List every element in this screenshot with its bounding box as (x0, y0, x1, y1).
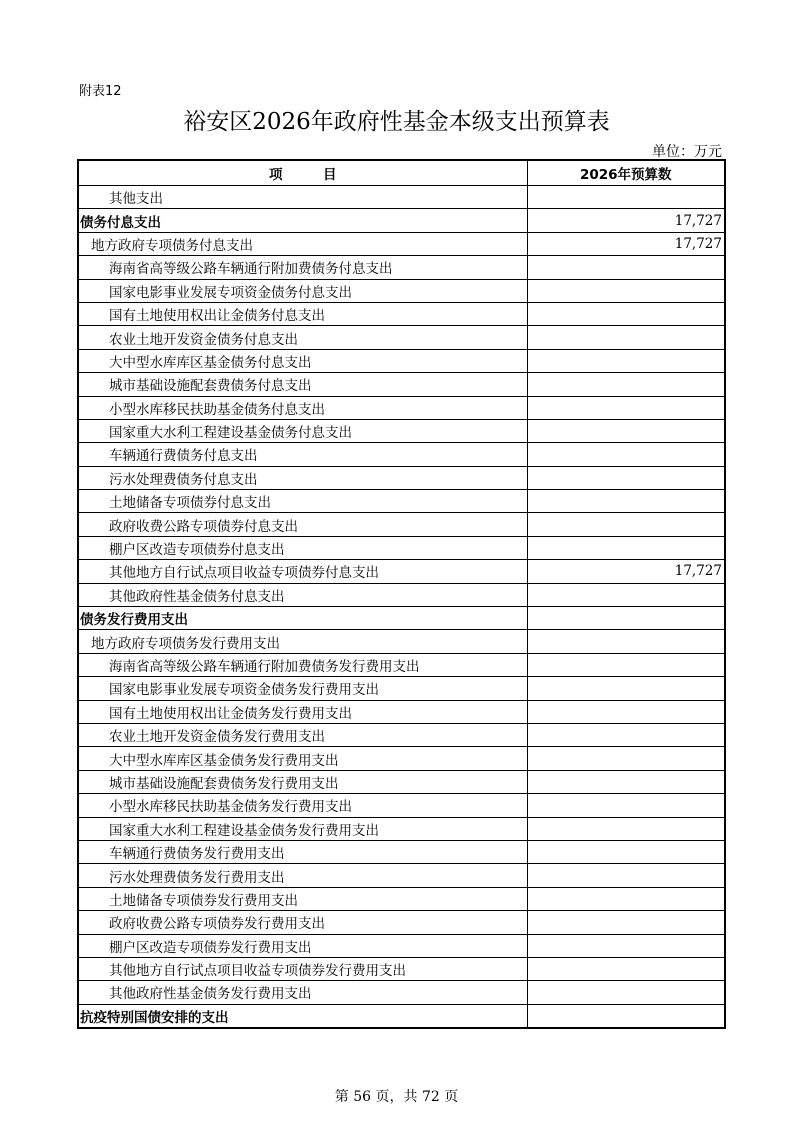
table-row (78, 326, 725, 349)
row-budget-amount (527, 513, 725, 536)
row-item-name: 国家电影事业发展专项资金债务发行费用支出 (78, 677, 527, 700)
row-item-name: 地方政府专项债务发行费用支出 (78, 630, 527, 653)
table-row (78, 443, 725, 466)
row-budget-amount (527, 981, 725, 1004)
row-budget-amount (527, 770, 725, 793)
row-budget-amount (527, 419, 725, 442)
row-budget-amount (527, 934, 725, 957)
row-item-name: 国有土地使用权出让金债务付息支出 (78, 302, 527, 325)
table-row (78, 607, 725, 630)
row-budget-amount (527, 256, 725, 279)
row-item-name: 国家电影事业发展专项资金债务付息支出 (78, 279, 527, 302)
table-row (78, 723, 725, 746)
row-budget-amount (527, 373, 725, 396)
row-item-name: 国家重大水利工程建设基金债务发行费用支出 (78, 817, 527, 840)
row-item-name: 其他地方自行试点项目收益专项债券发行费用支出 (78, 957, 527, 980)
row-item-name: 农业土地开发资金债务发行费用支出 (78, 723, 527, 746)
row-budget-amount (527, 326, 725, 349)
row-item-name: 棚户区改造专项债券付息支出 (78, 536, 527, 559)
row-item-name: 车辆通行费债务发行费用支出 (78, 840, 527, 863)
row-item-name: 其他政府性基金债务发行费用支出 (78, 981, 527, 1004)
row-item-name: 污水处理费债务付息支出 (78, 466, 527, 489)
row-budget-amount (527, 911, 725, 934)
table-row (78, 373, 725, 396)
row-budget-amount (527, 536, 725, 559)
row-item-name: 债务发行费用支出 (78, 607, 527, 630)
row-budget-amount (527, 677, 725, 700)
row-budget-amount (527, 817, 725, 840)
table-row (78, 981, 725, 1004)
attachment-label: 附表12 (79, 84, 122, 99)
unit-label: 单位：万元 (652, 144, 722, 160)
row-item-name: 小型水库移民扶助基金债务发行费用支出 (78, 794, 527, 817)
row-item-name: 小型水库移民扶助基金债务付息支出 (78, 396, 527, 419)
row-budget-amount: 17,727 (527, 209, 725, 232)
table-row (78, 186, 725, 209)
row-budget-amount (527, 840, 725, 863)
row-budget-amount (527, 723, 725, 746)
row-item-name: 政府收费公路专项债券发行费用支出 (78, 911, 527, 934)
row-item-name: 海南省高等级公路车辆通行附加费债务付息支出 (78, 256, 527, 279)
table-row (78, 840, 725, 863)
table-row (78, 677, 725, 700)
row-budget-amount (527, 747, 725, 770)
row-budget-amount (527, 583, 725, 606)
table-row (78, 466, 725, 489)
row-item-name: 国家重大水利工程建设基金债务付息支出 (78, 419, 527, 442)
row-item-name: 海南省高等级公路车辆通行附加费债务发行费用支出 (78, 653, 527, 676)
row-item-name: 地方政府专项债务付息支出 (78, 232, 527, 255)
row-budget-amount (527, 443, 725, 466)
row-item-name: 棚户区改造专项债券发行费用支出 (78, 934, 527, 957)
table-row (78, 279, 725, 302)
row-item-name: 其他支出 (78, 186, 527, 209)
column-header-budget: 2026年预算数 (527, 160, 725, 186)
table-row (78, 513, 725, 536)
row-item-name: 城市基础设施配套费债务发行费用支出 (78, 770, 527, 793)
row-item-name: 农业土地开发资金债务付息支出 (78, 326, 527, 349)
table-row (78, 536, 725, 559)
table-row (78, 957, 725, 980)
row-item-name: 大中型水库库区基金债务付息支出 (78, 349, 527, 372)
row-item-name: 其他地方自行试点项目收益专项债券付息支出 (78, 560, 527, 583)
row-budget-amount (527, 466, 725, 489)
table-row (78, 770, 725, 793)
budget-table (77, 159, 726, 1029)
row-item-name: 国有土地使用权出让金债务发行费用支出 (78, 700, 527, 723)
table-row (78, 583, 725, 606)
table-row (78, 419, 725, 442)
row-budget-amount (527, 653, 725, 676)
table-header-row (78, 160, 725, 186)
row-item-name: 污水处理费债务发行费用支出 (78, 864, 527, 887)
row-item-name: 债务付息支出 (78, 209, 527, 232)
table-row (78, 560, 725, 583)
table-row (78, 911, 725, 934)
table-row (78, 349, 725, 372)
row-item-name: 其他政府性基金债务付息支出 (78, 583, 527, 606)
page-title: 裕安区2026年政府性基金本级支出预算表 (183, 109, 610, 135)
table-row (78, 302, 725, 325)
row-budget-amount (527, 1004, 725, 1028)
row-budget-amount (527, 700, 725, 723)
row-budget-amount (527, 957, 725, 980)
table-row (78, 256, 725, 279)
row-budget-amount (527, 630, 725, 653)
row-budget-amount: 17,727 (527, 232, 725, 255)
table-row (78, 209, 725, 232)
table-row (78, 232, 725, 255)
row-item-name: 土地储备专项债券发行费用支出 (78, 887, 527, 910)
row-budget-amount (527, 864, 725, 887)
row-budget-amount (527, 887, 725, 910)
row-budget-amount (527, 302, 725, 325)
table-row (78, 794, 725, 817)
page-footer: 第 56 页，共 72 页 (334, 1089, 459, 1105)
row-item-name: 土地储备专项债券付息支出 (78, 490, 527, 513)
table-row (78, 864, 725, 887)
row-item-name: 抗疫特别国债安排的支出 (78, 1004, 527, 1028)
table-row (78, 700, 725, 723)
table-row (78, 817, 725, 840)
table-row (78, 653, 725, 676)
row-budget-amount (527, 396, 725, 419)
row-item-name: 城市基础设施配套费债务付息支出 (78, 373, 527, 396)
row-item-name: 大中型水库库区基金债务发行费用支出 (78, 747, 527, 770)
table-row (78, 490, 725, 513)
table-row (78, 1004, 725, 1028)
row-budget-amount (527, 349, 725, 372)
table-row (78, 747, 725, 770)
row-item-name: 车辆通行费债务付息支出 (78, 443, 527, 466)
table-row (78, 887, 725, 910)
row-budget-amount (527, 279, 725, 302)
table-row (78, 396, 725, 419)
row-budget-amount (527, 607, 725, 630)
row-budget-amount (527, 794, 725, 817)
row-budget-amount (527, 186, 725, 209)
table-body (78, 186, 725, 1029)
row-budget-amount (527, 490, 725, 513)
row-item-name: 政府收费公路专项债券付息支出 (78, 513, 527, 536)
table-row (78, 630, 725, 653)
row-budget-amount: 17,727 (527, 560, 725, 583)
column-header-item: 项 目 (78, 160, 527, 186)
table-row (78, 934, 725, 957)
